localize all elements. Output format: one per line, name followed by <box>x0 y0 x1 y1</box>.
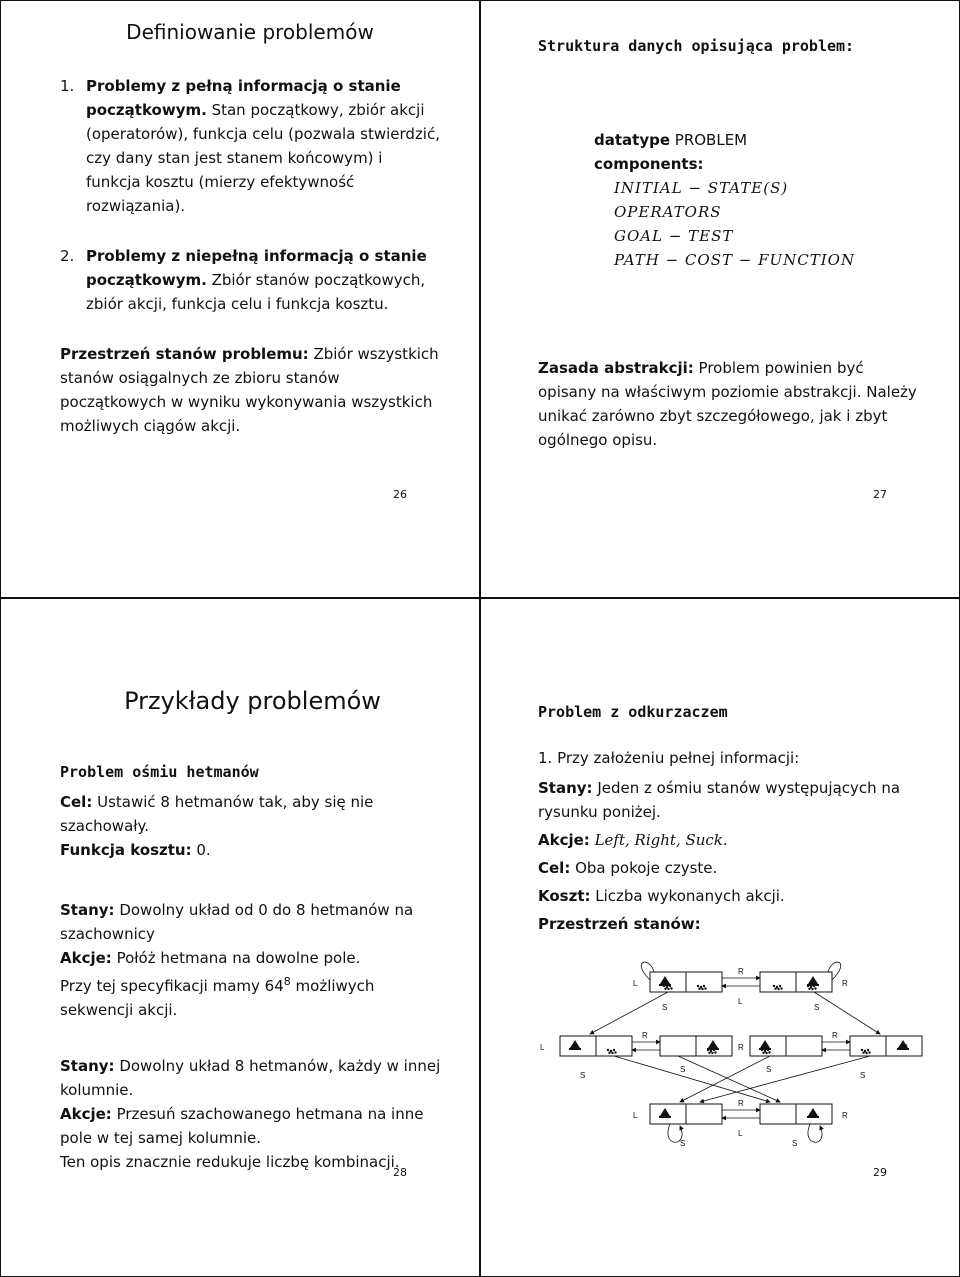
datatype-keyword: datatype <box>594 131 671 149</box>
list-item-heading: Problemy z pełną informacją o stanie początkowym. <box>86 77 401 119</box>
vacuum-goal-label: Cel: <box>538 859 571 877</box>
page-number-29: 29 <box>873 1166 887 1179</box>
state-space-text: Zbiór wszystkich stanów osiągalnych ze zbioru stanów początkowych w wyniku wykonywania wszystkich możliwych ciągów akcji. <box>60 345 439 435</box>
slide-26-title: Definiowanie problemów <box>126 20 374 44</box>
vacuum-actions-label: Akcje: <box>538 831 590 849</box>
slide-27 <box>538 34 923 452</box>
component-item: INITIAL − STATE(S) <box>614 179 789 197</box>
diagram-label-right: R <box>738 1043 744 1052</box>
vacuum-state-space-diagram <box>530 960 930 1160</box>
actions-2-label: Akcje: <box>60 1105 112 1123</box>
vacuum-cost-text: Liczba wykonanych akcji. <box>590 887 785 905</box>
state-node <box>560 1036 632 1056</box>
slide-28 <box>60 686 445 1174</box>
component-item: PATH − COST − FUNCTION <box>614 251 856 269</box>
vacuum-states-paragraph <box>538 776 923 824</box>
spec-text: Przy tej specyfikacji mamy 64 <box>60 977 284 995</box>
diagram-label-right: R <box>738 1099 744 1108</box>
component-item: OPERATORS <box>614 203 722 221</box>
state-space-heading: Przestrzeń stanów problemu: <box>60 345 309 363</box>
spec-exponent: 8 <box>283 975 291 988</box>
component-item: GOAL − TEST <box>614 227 734 245</box>
diagram-label-suck: S <box>580 1071 586 1080</box>
vacuum-cost-label: Koszt: <box>538 887 591 905</box>
page-number-28: 28 <box>393 1166 407 1179</box>
diagram-label-suck: S <box>814 1003 820 1012</box>
datatype-block <box>594 128 923 272</box>
state-node <box>760 1104 832 1124</box>
page-number-26: 26 <box>393 488 407 501</box>
reduction-text: Ten opis znacznie redukuje liczbę kombinacji. <box>60 1153 400 1171</box>
problem-types-list <box>60 74 440 316</box>
vacuum-actions-paragraph <box>538 828 923 852</box>
states-2-text: Dowolny układ 8 hetmanów, każdy w innej kolumnie. <box>60 1057 441 1099</box>
vacuum-heading: Problem z odkurzaczem <box>538 703 728 721</box>
diagram-label-suck: S <box>792 1139 798 1148</box>
diagram-label-suck: S <box>662 1003 668 1012</box>
state-node <box>650 972 722 992</box>
diagram-label-suck: S <box>680 1065 686 1074</box>
spec-paragraph <box>60 970 445 1022</box>
diagram-label-right: R <box>832 1031 838 1040</box>
diagram-label-left: L <box>633 1111 638 1120</box>
slide-28-title: Przykłady problemów <box>124 687 381 715</box>
diagram-label-suck: S <box>680 1139 686 1148</box>
cost-text: 0. <box>191 841 211 859</box>
diagram-label-right: R <box>738 967 744 976</box>
vacuum-goal-paragraph <box>538 856 923 880</box>
states-1-paragraph <box>60 898 445 946</box>
state-node <box>850 1036 922 1056</box>
vertical-divider <box>479 0 481 1277</box>
list-item <box>60 74 440 218</box>
diagram-label-right: R <box>902 1043 908 1052</box>
abstraction-text: Problem powinien być opisany na właściwym poziomie abstrakcji. Należy unikać zarówno zbyt szczegółowego, jak i zbyt ogólnego opisu. <box>538 359 917 449</box>
goal-label: Cel: <box>60 793 93 811</box>
actions-1-label: Akcje: <box>60 949 112 967</box>
actions-1-text: Połóż hetmana na dowolne pole. <box>111 949 361 967</box>
states-1-text: Dowolny układ od 0 do 8 hetmanów na szachownicy <box>60 901 414 943</box>
diagram-label-left: L <box>738 1129 743 1138</box>
actions-2-paragraph <box>60 1102 445 1150</box>
list-item-text: Stan początkowy, zbiór akcji (operatorów), funkcja celu (pozwala stwierdzić, czy dany stan jest stanem końcowym) i funkcja kosztu (mierzy efektywność rozwiązania). <box>86 101 440 215</box>
vacuum-cost-paragraph <box>538 884 923 908</box>
slide-27-title: Struktura danych opisująca problem: <box>538 37 855 55</box>
horizontal-divider <box>0 597 960 599</box>
vacuum-actions-text: Left, Right, Suck. <box>594 831 728 849</box>
datatype-name: PROBLEM <box>670 131 748 149</box>
list-item-number: 1. <box>60 77 75 95</box>
goal-paragraph <box>60 790 445 838</box>
goal-text: Ustawić 8 hetmanów tak, aby się nie szachowały. <box>60 793 374 835</box>
state-node <box>750 1036 822 1056</box>
spec-text-end: możliwych sekwencji akcji. <box>60 977 375 1019</box>
full-info-item: 1. Przy założeniu pełnej informacji: <box>538 749 800 767</box>
state-space-paragraph <box>60 342 440 438</box>
states-2-paragraph <box>60 1054 445 1102</box>
cost-label: Funkcja kosztu: <box>60 841 192 859</box>
states-1-label: Stany: <box>60 901 115 919</box>
diagram-label-left: L <box>540 1043 545 1052</box>
vacuum-state-space-label: Przestrzeń stanów: <box>538 915 701 933</box>
diagram-label-right: R <box>842 979 848 988</box>
components-keyword: components: <box>594 155 704 173</box>
list-item <box>60 244 440 316</box>
diagram-label-suck: S <box>766 1065 772 1074</box>
diagram-label-left: L <box>738 997 743 1006</box>
diagram-label-right: R <box>642 1031 648 1040</box>
slide-29 <box>538 700 923 936</box>
diagram-label-suck: S <box>860 1071 866 1080</box>
abstraction-heading: Zasada abstrakcji: <box>538 359 694 377</box>
actions-1-paragraph <box>60 946 445 970</box>
list-item-heading: Problemy z niepełną informacją o stanie początkowym. <box>86 247 427 289</box>
eight-queens-heading: Problem ośmiu hetmanów <box>60 763 259 781</box>
diagram-label-right: R <box>842 1111 848 1120</box>
vacuum-states-label: Stany: <box>538 779 593 797</box>
state-node <box>650 1104 722 1124</box>
vacuum-states-text: Jeden z ośmiu stanów występujących na rysunku poniżej. <box>538 779 901 821</box>
components-list <box>614 176 923 272</box>
vacuum-goal-text: Oba pokoje czyste. <box>570 859 718 877</box>
state-node <box>660 1036 732 1056</box>
state-node <box>760 972 832 992</box>
actions-2-text: Przesuń szachowanego hetmana na inne pole w tej samej kolumnie. <box>60 1105 424 1147</box>
list-item-number: 2. <box>60 247 75 265</box>
page-number-27: 27 <box>873 488 887 501</box>
list-item-text: Zbiór stanów początkowych, zbiór akcji, funkcja celu i funkcja kosztu. <box>86 271 426 313</box>
abstraction-paragraph <box>538 356 923 452</box>
diagram-label-left: L <box>633 979 638 988</box>
cost-paragraph <box>60 838 445 862</box>
slide-26 <box>60 18 440 438</box>
states-2-label: Stany: <box>60 1057 115 1075</box>
